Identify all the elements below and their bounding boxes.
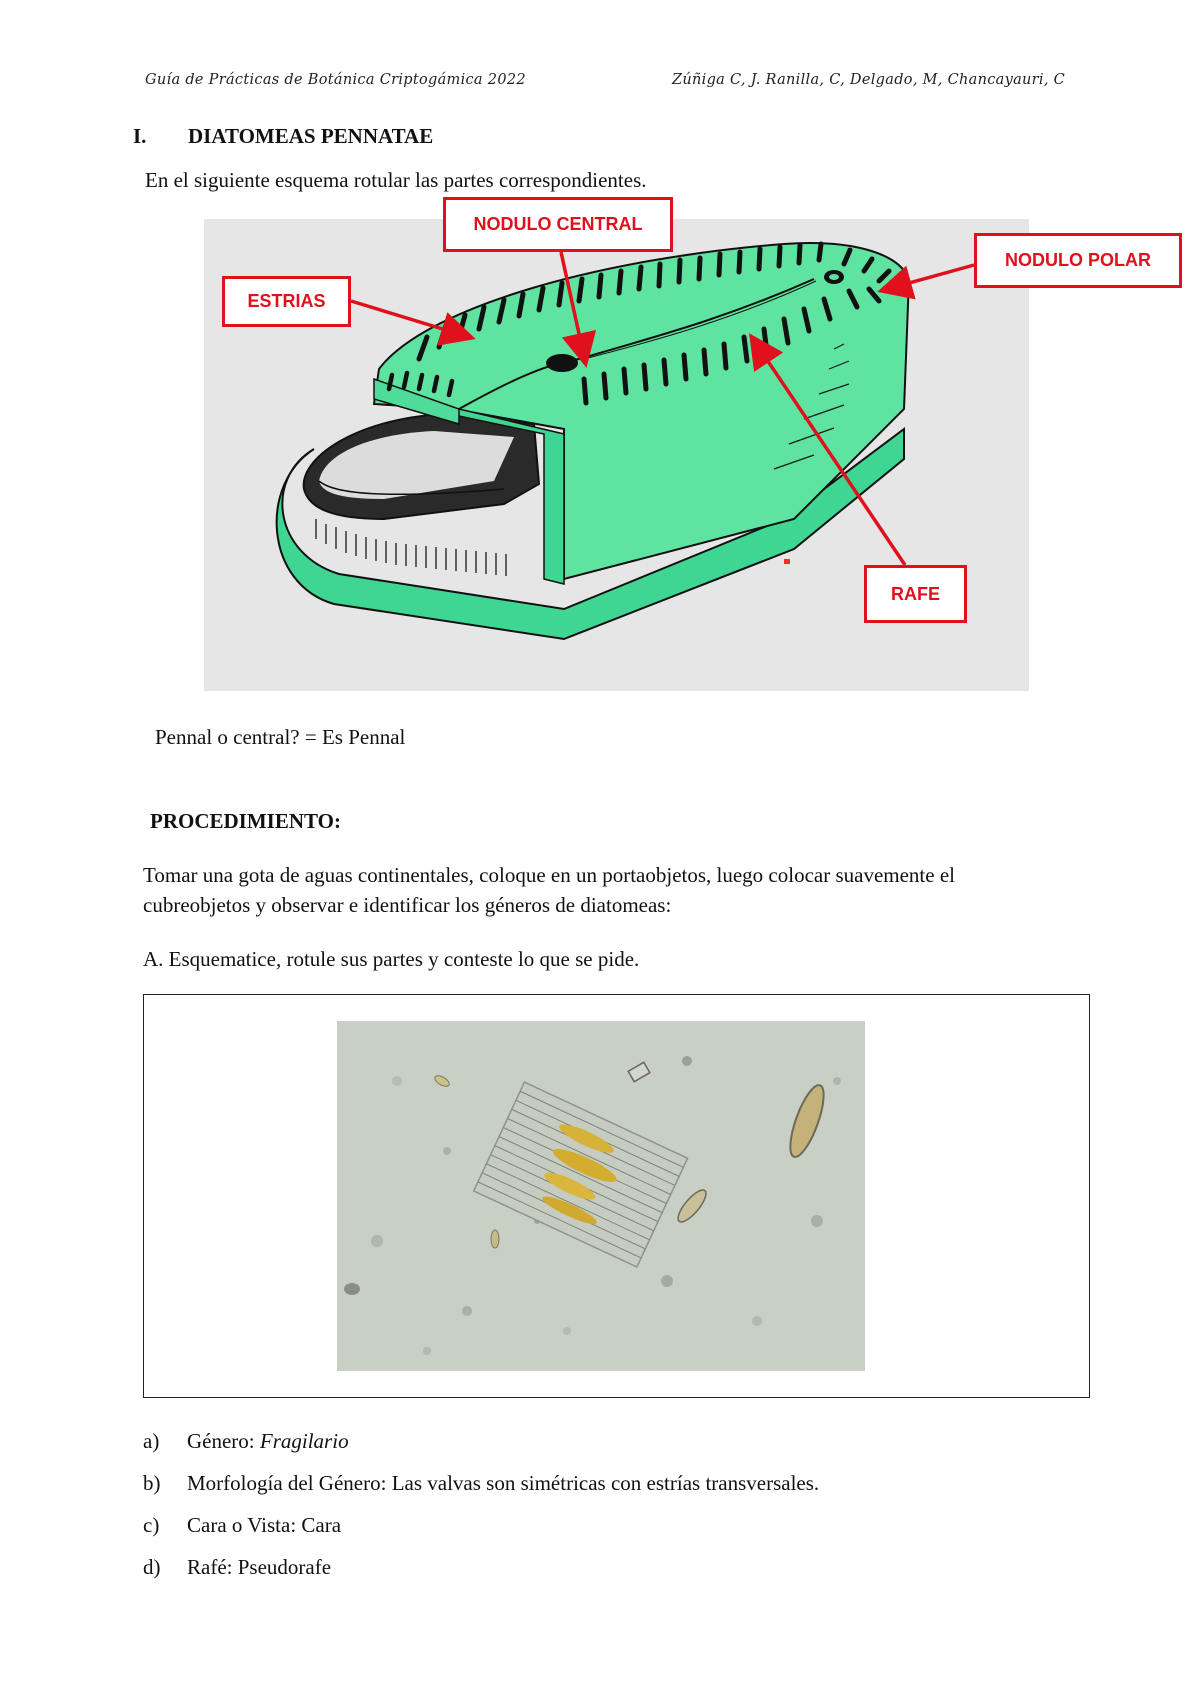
answer-a: [143, 1429, 349, 1454]
section-title-text: DIATOMEAS PENNATAE: [188, 124, 434, 148]
label-nodulo-polar: NODULO POLAR: [974, 233, 1182, 288]
girdle-striae: [316, 519, 506, 576]
answer-a-key: Género:: [187, 1429, 260, 1453]
answer-c-key: Cara o Vista:: [187, 1513, 302, 1537]
procedure-heading: PROCEDIMIENTO:: [150, 809, 341, 833]
fragilaria-micrograph: [337, 1021, 865, 1371]
answer-d-value: Pseudorafe: [237, 1555, 332, 1579]
section-title: [133, 124, 433, 149]
answer-a-value: Fragilario: [259, 1429, 349, 1453]
answer-b-value: Las valvas son simétricas con estrías transversales.: [391, 1471, 820, 1495]
answer-b-label: b): [143, 1471, 161, 1495]
answer-d-label: d): [143, 1555, 161, 1579]
answer-c-label: c): [143, 1513, 160, 1537]
answer-b: [143, 1471, 819, 1496]
header-left: Guía de Prácticas de Botánica Criptogámica 2022: [145, 72, 526, 88]
answer-a-label: a): [143, 1429, 160, 1453]
answer-b-key: Morfología del Género:: [187, 1471, 392, 1495]
answer-c: [143, 1513, 341, 1538]
section-number: I.: [133, 124, 147, 148]
step-a: A. Esquematice, rotule sus partes y conteste lo que se pide.: [143, 947, 640, 971]
label-estrias: ESTRIAS: [222, 276, 351, 327]
answer-c-value: Cara: [301, 1513, 342, 1537]
pennal-answer: Pennal o central? = Es Pennal: [155, 725, 406, 749]
procedure-text-line1: Tomar una gota de aguas continentales, coloque en un portaobjetos, luego colocar suavemente el: [143, 863, 955, 887]
answer-d: [143, 1555, 331, 1580]
label-nodulo-central: NODULO CENTRAL: [443, 197, 673, 252]
label-rafe: RAFE: [864, 565, 967, 623]
header-right: Zúñiga C, J. Ranilla, C, Delgado, M, Chancayauri, C: [672, 72, 1066, 88]
procedure-text-line2: cubreobjetos y observar e identificar los géneros de diatomeas:: [143, 893, 672, 917]
instruction-text: En el siguiente esquema rotular las partes correspondientes.: [145, 168, 647, 192]
answer-d-key: Rafé:: [187, 1555, 238, 1579]
